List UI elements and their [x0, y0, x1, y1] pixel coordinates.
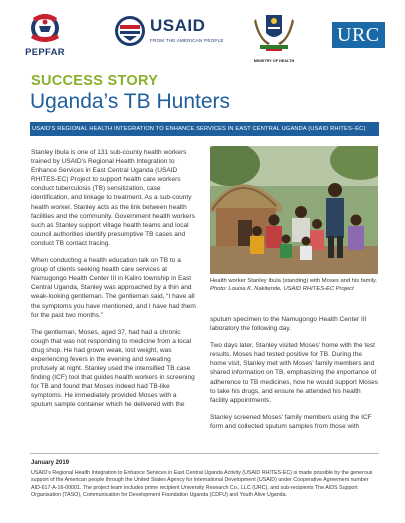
body-paragraph: The gentleman, Moses, aged 37, had had a chronic cough that was not responding to medicine from a local drug shop. He had grown weak, lost weight, was experiencing fevers in the evening and sweating profusely at night. Stanley used the intensified TB case finding (ICF) tool that guides health workers in screening for TB and found that Moses indeed had TB-like symptoms. He immediately provided Moses with a sputum sample container which he delivered with the [31, 328, 195, 409]
right-column [210, 315, 378, 439]
project-subtitle-band: USAID’S REGIONAL HEALTH INTEGRATION TO ENHANCE SERVICES IN EAST CENTRAL UGANDA (USAID RHITES–EC) [30, 122, 379, 136]
uganda-coat-of-arms-icon [252, 9, 296, 53]
left-column [31, 148, 199, 418]
urc-logo: URC [332, 22, 385, 48]
pepfar-wordmark: PEPFAR [25, 47, 65, 58]
body-paragraph: Stanley screened Moses’ family members using the ICF form and collected sputum samples from those with [210, 413, 372, 430]
usaid-tagline: FROM THE AMERICAN PEOPLE [150, 38, 224, 43]
ministry-of-health-label: MINISTRY OF HEALTH [253, 59, 295, 63]
page-title: Uganda’s TB Hunters [30, 90, 231, 113]
body-paragraph: When conducting a health education talk on TB to a group of clients seeking health care services at Namugongo Health Center III in Kaliro township in East Central Uganda, Stanley was approached by a thin and weak-looking gentleman. The gentleman said, “I have all the symptoms you have mentioned, and I have had them for the past two months.” [31, 257, 196, 319]
success-story-kicker: SUCCESS STORY [31, 73, 159, 89]
photo-caption [210, 277, 378, 293]
body-paragraph: sputum specimen to the Namugongo Health Center III laboratory the following day. [210, 316, 367, 333]
footer-date: January 2019 [31, 460, 70, 466]
usaid-wordmark: USAID [150, 16, 206, 35]
photo-credit: Photo: Louisa K. Nakitende, USAID RHITES-EC Project [210, 286, 354, 292]
usaid-logo [114, 13, 226, 53]
footer-disclaimer: USAID’s Regional Health Integration to Enhance Services in East Central Uganda Activity (USAID RHITES-EC) is made possible by the generous support of the American people through the United States Agency for International Development (USAID) under Cooperative Agreement number AID-617-A-16-00001. The project team includes prime recipient University Research Co., LLC (URC), and sub-recipients The AIDS Support Organisation (TASO), Communication for Development Foundation Uganda (CDFU) and Youth Alive Uganda. [31, 470, 373, 499]
family-photo [210, 146, 378, 274]
family-photo-illustration [210, 146, 378, 274]
body-paragraph: Two days later, Stanley visited Moses’ home with the test results. Moses had tested positive for TB. During the home visit, Stanley met with Moses’ family members and shared information on TB, emphasizing the importance of adherence to TB medicines, how he would support Moses to take his drugs, and ensure he attended his health facility appointments. [210, 342, 379, 404]
photo-caption-text: Health worker Stanley Ibula (standing) with Moses and his family. [210, 278, 378, 284]
body-paragraph: Stanley Ibula is one of 131 sub-county health workers trained by USAID’s Regional Health Integration to Enhance Services in East Central Uganda (USAID RHITES-EC) Project to support health care workers conduct tuberculosis (TB) sensitization, case identification, and linkage to treatment. As a sub-county health worker, Stanley acts as the link between health facilities and the community. Government health workers such as Stanley support village health teams and local council authorities identify presumptive TB cases and conduct TB contact tracing. [31, 149, 195, 247]
footer-divider [30, 453, 379, 454]
pepfar-logo [18, 10, 72, 60]
pepfar-emblem-icon [25, 10, 65, 46]
ministry-of-health-logo [246, 9, 302, 63]
logo-bar [0, 0, 405, 68]
usaid-seal-icon [114, 15, 146, 47]
